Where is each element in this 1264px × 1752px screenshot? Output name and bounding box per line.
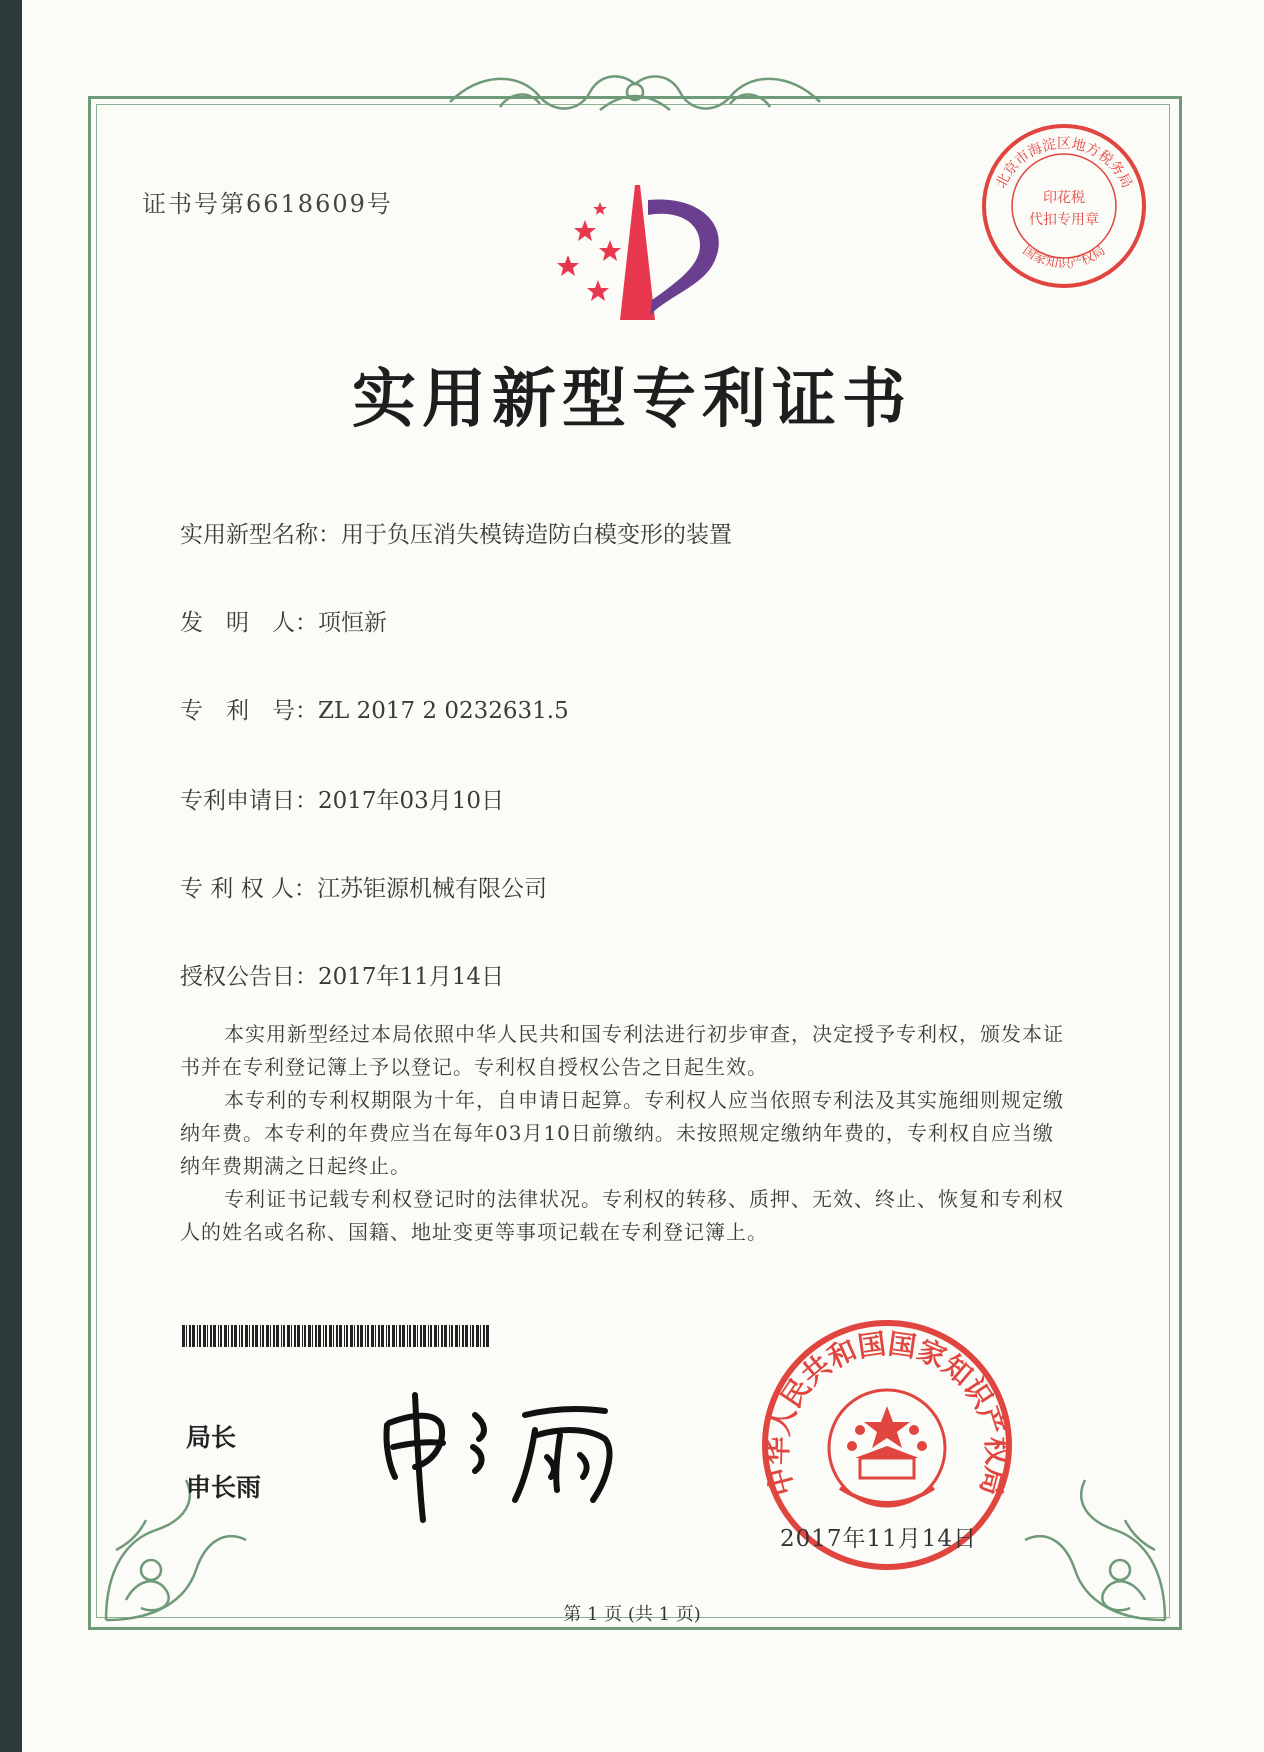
field-value: ZL 2017 2 0232631.5 [318, 698, 569, 724]
field-filing-date [180, 782, 504, 815]
field-label: 专 利 号： [180, 698, 318, 724]
page-number: 第 1 页 (共 1 页) [563, 1604, 701, 1625]
field-label: 授权公告日： [180, 964, 318, 990]
paragraph-grant: 本实用新型经过本局依照中华人民共和国专利法进行初步审查，决定授予专利权，颁发本证书并在专利登记簿上予以登记。专利权自授权公告之日起生效。 [180, 1022, 1064, 1079]
field-label: 专 利 权 人： [180, 876, 317, 902]
field-utility-model-name [180, 516, 732, 549]
tax-stamp-ring-text: 北京市海淀区地方税务局 [993, 136, 1135, 191]
certificate-number: 证书号第6618609号 [142, 190, 393, 218]
tax-stamp-center-line1: 印花税 [1043, 190, 1085, 206]
tax-stamp-center-line2: 代扣专用章 [1029, 212, 1099, 228]
tax-stamp-bottom-text: 国家知识产权局 [1019, 243, 1109, 272]
paragraph-status: 专利证书记载专利权登记时的法律状况。专利权的转移、质押、无效、终止、恢复和专利权人的姓名或名称、国籍、地址变更等事项记载在专利登记簿上。 [180, 1187, 1064, 1244]
field-value: 用于负压消失模铸造防白模变形的装置 [341, 522, 732, 548]
field-label: 专利申请日： [180, 788, 318, 814]
national-emblem-icon [829, 1390, 945, 1506]
issue-date: 2017年11月14日 [780, 1526, 978, 1552]
legal-text [180, 1018, 1070, 1249]
field-label: 发 明 人： [180, 610, 318, 636]
field-inventor [180, 604, 387, 637]
field-grant-date [180, 958, 504, 991]
tax-stamp-seal [980, 122, 1148, 290]
top-ornament [440, 62, 830, 122]
field-value: 2017年03月10日 [318, 788, 505, 814]
document-title: 实用新型专利证书 [352, 362, 912, 437]
director-title: 局长 [186, 1423, 237, 1452]
field-label: 实用新型名称： [180, 522, 341, 548]
field-patent-number [180, 692, 569, 725]
field-value: 项恒新 [318, 610, 387, 636]
field-value: 江苏钜源机械有限公司 [316, 876, 547, 902]
director-name: 申长雨 [186, 1473, 262, 1502]
director-signature-icon [375, 1385, 635, 1525]
cnipa-logo-icon [540, 180, 740, 320]
field-patentee [180, 870, 547, 903]
seal-ring-text: 中华人民共和国国家知识产权局 [760, 1327, 1014, 1500]
barcode-icon [182, 1325, 490, 1347]
field-value: 2017年11月14日 [318, 964, 505, 990]
paragraph-term: 本专利的专利权期限为十年，自申请日起算。专利权人应当依照专利法及其实施细则规定缴纳年费。本专利的年费应当在每年03月10日前缴纳。未按照规定缴纳年费的，专利权自应当缴纳年费期满之日起终止。 [180, 1088, 1064, 1178]
